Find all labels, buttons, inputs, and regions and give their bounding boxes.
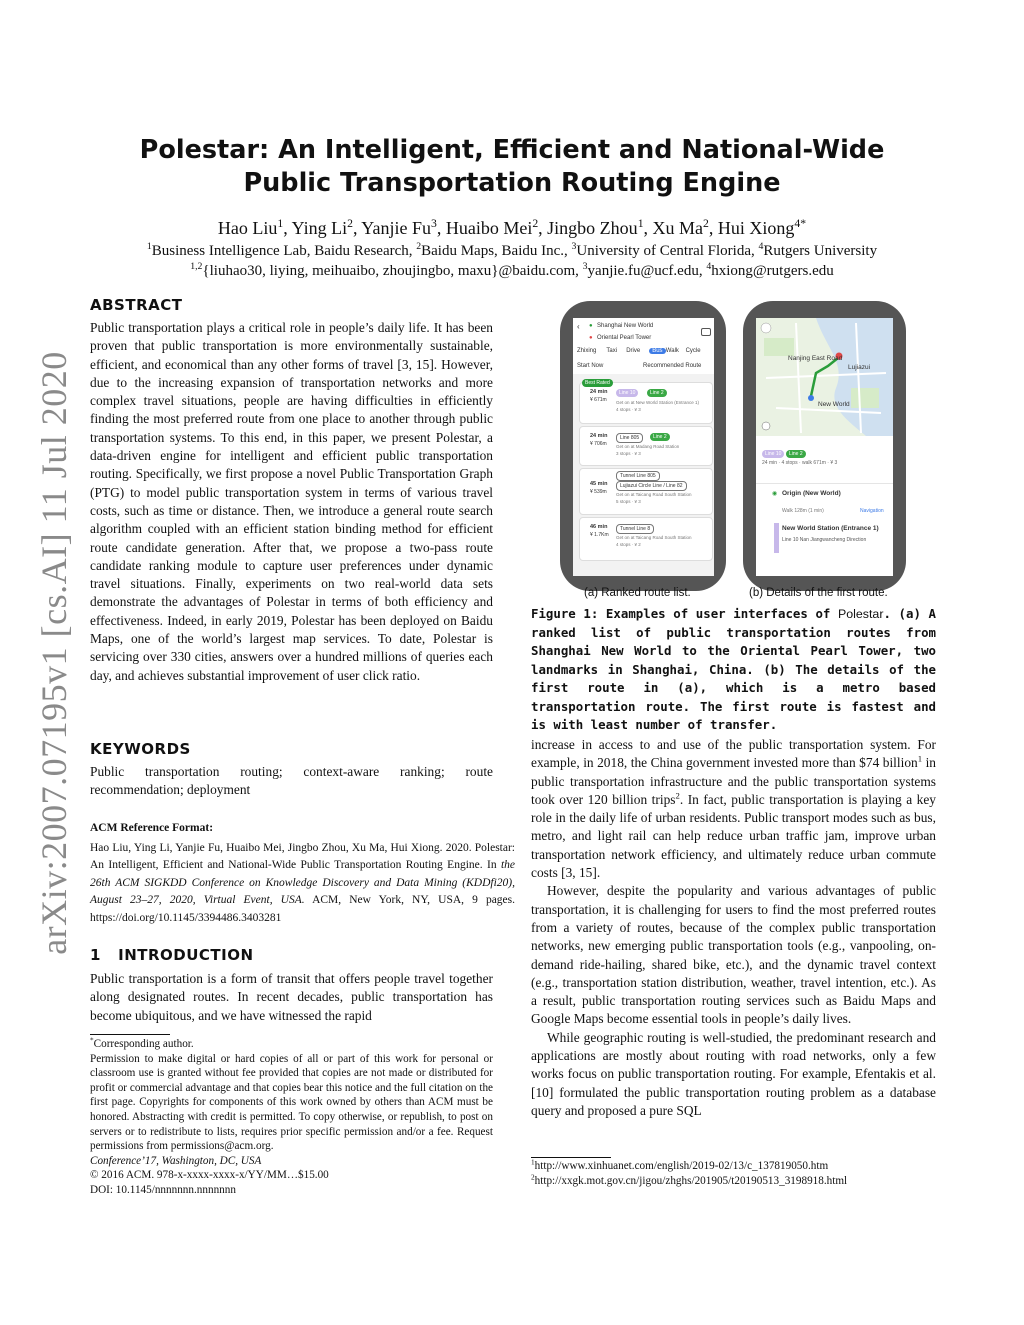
route-line-badge: Lujiazui Circle Line / Line 82 bbox=[616, 481, 687, 491]
route-sub: 3 stops · ¥ 3 bbox=[616, 451, 641, 456]
route-time: 24 min bbox=[590, 433, 608, 439]
sheet-divider bbox=[756, 483, 893, 484]
mode-tab-walk[interactable]: Walk bbox=[665, 348, 679, 354]
permission-note: Permission to make digital or hard copies of all or part of this work for personal or classroom use is granted without fee provided that copies are not made or distributed for profit or commercial advantage and that copies bear this notice and the full citation on the first page. Copyrights for components of this work owned by others than ACM must be honored. Abstracting with credit is permitted. To copy otherwise, or republish, to post on servers or to redistribute to lists, requires prior specific permission and/or a fee. Request permissions from permissions@acm.org. bbox=[90, 1052, 493, 1153]
footnotes-right bbox=[531, 1159, 936, 1188]
footnote-rule-right bbox=[531, 1157, 611, 1158]
best-rated-tag: Best Rated bbox=[582, 379, 613, 387]
author-list: Hao Liu$^1$, Ying Li$^2$, Yanjie Fu$^3$, Huaibo Mei$^2$, Jingbo Zhou$^1$, Xu Ma$^2$, Hui Xiong$^{4*}$ bbox=[217, 217, 807, 238]
figure-caption-label: Figure 1: bbox=[531, 606, 599, 621]
route-map[interactable] bbox=[756, 318, 893, 436]
email: hxiong@rutgers.edu bbox=[711, 263, 834, 279]
arxiv-stamp bbox=[32, 350, 76, 955]
affiliation: Baidu Maps, Baidu Inc., bbox=[421, 243, 572, 259]
footnotes-left bbox=[90, 1037, 493, 1198]
route-detail: Get on at Madang Road Station bbox=[616, 444, 680, 449]
mode-tab-taxi[interactable]: Taxi bbox=[606, 348, 618, 354]
intro-left-text: Public transportation is a form of transit that offers people travel together along designated routes. In recent decades, public transportation has become ubiquitous, and we have witnessed the rapid bbox=[90, 971, 493, 1023]
swap-icon[interactable] bbox=[701, 328, 711, 336]
intro-right-p2: However, despite the popularity and various advantages of public transportation, it is challenging for users to find the most preferred routes from a variety of routes, because of the complex public transportation networks, new emerging public transportation tools (e.g., vanpooling, on-demand ride-hailing, shared bike, etc.), and the dynamic travel context (e.g., transportation station distribution, weather, travel intention, etc.). As a result, public transportation routing services such as Baidu Maps and Google Maps become essential tools in people’s daily lives. bbox=[531, 883, 936, 1027]
route-card[interactable] bbox=[579, 426, 713, 466]
route-line-badge: Line 2 bbox=[647, 389, 667, 397]
intro-heading-text: INTRODUCTION bbox=[118, 946, 254, 964]
route-distance: ¥ 1.7Km bbox=[590, 532, 609, 538]
affiliation: University of Central Florida, bbox=[576, 243, 759, 259]
dest-dot-icon: ● bbox=[589, 335, 593, 341]
mode-tab-bus[interactable]: Bus bbox=[649, 348, 665, 354]
route-line-badge: Tunnel Line 805 bbox=[616, 471, 660, 481]
acm-ref-heading: ACM Reference Format: bbox=[90, 822, 214, 834]
route-line-badge: Line 10 bbox=[616, 389, 638, 397]
author-name: Yanjie Fu bbox=[361, 218, 431, 238]
affiliations: $^1$Business Intelligence Lab, Baidu Research, $^2$Baidu Maps, Baidu Inc., $^3$University of Central Florida, $^4$Rutgers University bbox=[146, 241, 878, 259]
figure-caption bbox=[531, 605, 936, 735]
mode-tab-cycle[interactable]: Cycle bbox=[685, 348, 701, 354]
footnote-url[interactable]: $^2$http://xxgk.mot.gov.cn/jigou/zhghs/201905/t20190513_3198918.html bbox=[531, 1172, 848, 1187]
author-name: Xu Ma bbox=[652, 218, 704, 238]
route-sub: 4 stops · ¥ 2 bbox=[616, 542, 641, 547]
route-distance: ¥ 671m bbox=[590, 397, 607, 403]
map-park-2 bbox=[851, 388, 879, 408]
footnote-url[interactable]: $^1$http://www.xinhuanet.com/english/2019-02/13/c_137819050.htm bbox=[531, 1158, 829, 1172]
to-field[interactable]: Oriental Pearl Tower bbox=[597, 335, 652, 341]
intro-right-text bbox=[531, 736, 936, 1120]
author-name: Hui Xiong bbox=[717, 218, 795, 238]
keywords-heading: KEYWORDS bbox=[90, 740, 191, 758]
figure-caption-pre: Examples of user interfaces of bbox=[598, 606, 838, 621]
route-time: 24 min bbox=[590, 389, 608, 395]
navigation-link[interactable]: Navigation bbox=[860, 508, 884, 514]
route-time: 46 min bbox=[590, 524, 608, 530]
route-card[interactable] bbox=[579, 468, 713, 515]
affiliation: Rutgers University bbox=[763, 243, 878, 259]
start-marker[interactable] bbox=[808, 395, 814, 401]
route-summary: 24 min · 4 stops · walk 671m · ¥ 3 bbox=[762, 460, 838, 466]
abstract-text: Public transportation plays a critical role in people’s daily life. It has been proven that public transportation is more environmentally sustainable, efficient, and economical than any other forms of travel [3, 15]. However, due to the increasing expansion of transportation networks and more complex travel situations, people are having difficulties in efficiently finding the most preferred route from one place to another through public transportation systems. To this end, in this paper, we present Polestar, a data-driven engine for intelligent and efficient public transportation routing. Specifically, we first propose a novel Public Transportation Graph (PTG) to model public transportation system in terms of various travel costs, such as time or distance. Then, we introduce a general route search algorithm coupled with an efficient station binding method for efficient route candidate generation. After that, we propose a two-pass route candidate ranking module to capture user preferences under dynamic travel situations. Finally, experiments on two real-world data sets demonstrate the advantages of Polestar in terms of both efficiency and effectiveness. Indeed, in early 2019, Polestar has been deployed on Baidu Maps, one of the world’s largest map services. To date, Polestar is servicing over 330 cities, answers over a hundred millions of queries each day, and achieves substantial improvement of user click ratio. bbox=[90, 320, 493, 683]
phone-b-frame bbox=[743, 301, 906, 591]
subcaption-b: (b) Details of the first route. bbox=[749, 587, 888, 599]
from-field[interactable]: Shanghai New World bbox=[597, 323, 654, 329]
acm-ref-italic: the 26th ACM SIGKDD Conference on Knowledge Discovery and Data Mining (KDDfi20), August 23–27, 2020, Virtual Event, USA. bbox=[90, 859, 515, 907]
route-distance: ¥ 539m bbox=[590, 489, 607, 495]
route-line-badge: Line 805 bbox=[616, 433, 643, 443]
map-park-1 bbox=[764, 338, 794, 356]
route-card[interactable] bbox=[579, 382, 713, 424]
line-segment-bar bbox=[774, 523, 779, 553]
route-detail: Get on at New World Station (Entrance 1) bbox=[616, 400, 699, 405]
footnote-rule-left bbox=[90, 1034, 170, 1035]
abstract-heading: ABSTRACT bbox=[90, 296, 183, 314]
origin-marker-icon: ◉ bbox=[772, 491, 778, 497]
acm-ref-text bbox=[90, 840, 515, 927]
intro-heading bbox=[90, 946, 493, 964]
title-line-1: Polestar: An Intelligent, Efficient and National-Wide bbox=[139, 135, 885, 165]
emails: $^{1,2}${liuhao30, liying, meihuaibo, zhoujingbo, maxu}@baidu.com, $^3$yanjie.fu@ucf.edu, $^4$hxiong@rutgers.edu bbox=[190, 261, 834, 279]
map-label-nanjing: Nanjing East Road bbox=[788, 355, 843, 362]
intro-heading-num: 1 bbox=[90, 946, 101, 964]
conference-note: Conference’17, Washington, DC, USA bbox=[90, 1154, 262, 1167]
figure-caption-name: Polestar bbox=[838, 607, 884, 621]
mode-tab-drive[interactable]: Drive bbox=[626, 348, 641, 354]
station-label: New World Station (Entrance 1) bbox=[782, 525, 879, 532]
route-card[interactable] bbox=[579, 517, 713, 561]
arxiv-stamp-text: arXiv:2007.07195v1 [cs.AI] 11 Jul 2020 bbox=[34, 350, 74, 955]
phone-a-screen bbox=[573, 318, 714, 576]
keywords-text: Public transportation routing; context-aware ranking; route recommendation; deployment bbox=[90, 764, 493, 798]
corresponding-note: *Corresponding author. bbox=[90, 1036, 194, 1050]
affiliation: Business Intelligence Lab, Baidu Research, bbox=[151, 243, 417, 259]
route-distance: ¥ 706m bbox=[590, 441, 607, 447]
detail-line-2: Line 2 bbox=[786, 450, 806, 458]
author-name: Huaibo Mei bbox=[445, 218, 533, 238]
acm-ref-tail: ACM, New York, NY, USA, 9 pages. https://doi.org/10.1145/3394486.3403281 bbox=[90, 894, 516, 924]
origin-label: Origin (New World) bbox=[782, 490, 841, 497]
back-icon[interactable]: ‹ bbox=[577, 322, 580, 331]
doi-note: DOI: 10.1145/nnnnnnn.nnnnnnn bbox=[90, 1183, 236, 1196]
locate-icon[interactable] bbox=[762, 422, 770, 430]
route-detail: Get on at Taicang Road South Station bbox=[616, 492, 692, 497]
copyright-note: © 2016 ACM. 978-x-xxxx-xxxx-x/YY/MM…$15.00 bbox=[90, 1169, 329, 1182]
map-close-icon[interactable] bbox=[761, 323, 771, 333]
figure-caption-post: . (a) A ranked list of public transportation routes from Shanghai New World to the Oriental Pearl Tower, two landmarks in Shanghai, China. (b) The details of the first route in (a), which is a metro based transportation route. The first route is fastest and is with least number of transfer. bbox=[531, 606, 937, 732]
email: {liuhao30, liying, meihuaibo, zhoujingbo, maxu}@baidu.com, bbox=[202, 263, 583, 279]
intro-right-p3: While geographic routing is well-studied, the predominant research and applications are mostly about routing with road networks, only a few works focus on public transportation routing. For example, Efentakis et al. [10] formulated the public transportation routing problem as a database query and proposed a pure SQL bbox=[531, 1029, 936, 1118]
route-line-badge: Tunnel Line 8 bbox=[616, 524, 654, 534]
paper-title bbox=[0, 134, 1024, 200]
route-detail: Get on at Taicang Road South Station bbox=[616, 535, 692, 540]
title-line-2: Public Transportation Routing Engine bbox=[243, 168, 781, 198]
subcaption-a: (a) Ranked route list. bbox=[584, 587, 691, 599]
start-now[interactable]: Start Now bbox=[577, 363, 604, 369]
author-name: Hao Liu bbox=[217, 218, 278, 238]
mode-tabs bbox=[577, 348, 710, 357]
route-sub: 5 stops · ¥ 3 bbox=[616, 499, 641, 504]
phone-a-frame bbox=[560, 301, 726, 591]
detail-line-10: Line 10 bbox=[762, 450, 784, 458]
route-time: 45 min bbox=[590, 481, 608, 487]
route-line-badge: Line 2 bbox=[650, 433, 670, 441]
map-label-lujiazui: Lujiazui bbox=[848, 364, 871, 371]
acm-ref-plain: Hao Liu, Ying Li, Yanjie Fu, Huaibo Mei, Jingbo Zhou, Xu Ma, Hui Xiong. 2020. Polestar: An Intelligent, Efficient and National-Wide Public Transportation Routing Engine. In bbox=[90, 842, 515, 872]
mode-tab-zhixing[interactable]: Zhixing bbox=[577, 348, 597, 354]
phone-b-screen bbox=[756, 318, 893, 576]
origin-dot-icon: ● bbox=[589, 323, 593, 329]
sort-option[interactable]: Recommended Route bbox=[643, 363, 702, 369]
walk-info: Walk 128m (1 min) bbox=[782, 508, 824, 514]
author-name: Jingbo Zhou bbox=[547, 218, 638, 238]
email: yanjie.fu@ucf.edu, bbox=[587, 263, 707, 279]
intro-right-p1: increase in access to and use of the public transportation system. For example, in 2018, the China government invested more than $74 billion$^1$ in public transportation infrastructure and the public transportation systems took over 120 billion trips$^2$. In fact, public transportation is playing a key role in the daily life of urban residents. Public transport modes such as bus, metro, and light rail can help reduce urban traffic jam, improve urban transportation network efficiency, and ultimately reduce urban commute costs [3, 15]. bbox=[531, 737, 937, 881]
direction-label: Line 10 Nan Jiangwancheng Direction bbox=[782, 537, 867, 543]
author-name: Ying Li bbox=[291, 218, 348, 238]
route-sub: 4 stops · ¥ 3 bbox=[616, 407, 641, 412]
map-label-newworld: New World bbox=[818, 401, 850, 408]
